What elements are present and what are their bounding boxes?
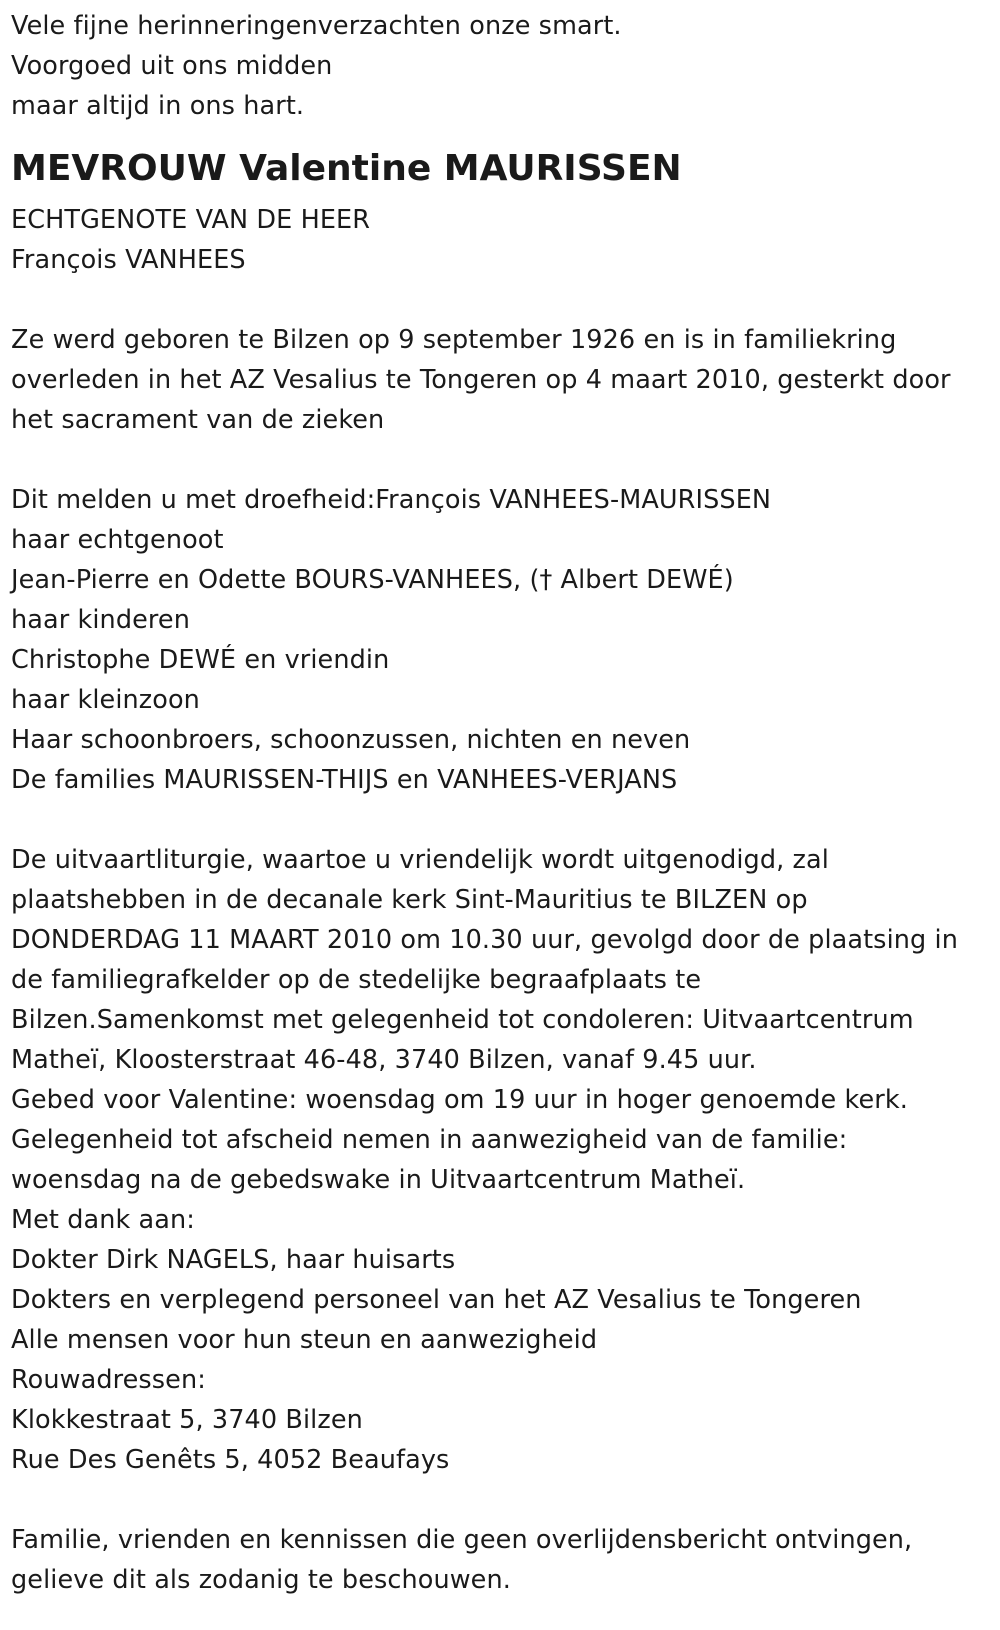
- family-announcement: [11, 480, 991, 800]
- intro-verse: [11, 6, 991, 126]
- spacer: [11, 440, 991, 480]
- spacer: [11, 280, 991, 320]
- paragraph-line: Ze werd geboren te Bilzen op 9 september 1926 en is in familiekring: [11, 325, 897, 355]
- ceremony-line: Bilzen.Samenkomst met gelegenheid tot condoleren: Uitvaartcentrum: [11, 1005, 914, 1035]
- family-line: Jean-Pierre en Odette BOURS-VANHEES, († Albert DEWÉ): [11, 565, 734, 595]
- birth-death-paragraph: [11, 320, 991, 440]
- ceremony-line: Dokter Dirk NAGELS, haar huisarts: [11, 1245, 456, 1275]
- closing-line: Familie, vrienden en kennissen die geen overlijdensbericht ontvingen,: [11, 1525, 913, 1555]
- ceremony-line: DONDERDAG 11 MAART 2010 om 10.30 uur, gevolgd door de plaatsing in: [11, 925, 958, 955]
- closing-line: gelieve dit als zodanig te beschouwen.: [11, 1565, 511, 1595]
- ceremony-line: woensdag na de gebedswake in Uitvaartcentrum Matheï.: [11, 1165, 746, 1195]
- ceremony-line: plaatshebben in de decanale kerk Sint-Mauritius te BILZEN op: [11, 885, 808, 915]
- ceremony-line: Rouwadressen:: [11, 1365, 206, 1395]
- family-line: haar echtgenoot: [11, 525, 224, 555]
- spacer: [11, 800, 991, 840]
- family-line: De families MAURISSEN-THIJS en VANHEES-VERJANS: [11, 765, 678, 795]
- ceremony-line: de familiegrafkelder op de stedelijke begraafplaats te: [11, 965, 702, 995]
- deceased-name-title: MEVROUW Valentine MAURISSEN: [11, 148, 682, 189]
- intro-line: Voorgoed uit ons midden: [11, 51, 333, 81]
- spouse-line: François VANHEES: [11, 245, 246, 275]
- spacer: [11, 1480, 991, 1520]
- family-line: Christophe DEWÉ en vriendin: [11, 645, 390, 675]
- spouse-block: [11, 200, 991, 280]
- ceremony-line: De uitvaartliturgie, waartoe u vriendelijk wordt uitgenodigd, zal: [11, 845, 829, 875]
- ceremony-line: Rue Des Genêts 5, 4052 Beaufays: [11, 1445, 450, 1475]
- intro-line: Vele fijne herinneringenverzachten onze smart.: [11, 11, 622, 41]
- family-line: Haar schoonbroers, schoonzussen, nichten en neven: [11, 725, 691, 755]
- ceremony-line: Gelegenheid tot afscheid nemen in aanwezigheid van de familie:: [11, 1125, 848, 1155]
- family-line: Dit melden u met droefheid:François VANHEES-MAURISSEN: [11, 485, 772, 515]
- ceremony-details: [11, 840, 991, 1480]
- paragraph-line: het sacrament van de zieken: [11, 405, 385, 435]
- ceremony-line: Alle mensen voor hun steun en aanwezigheid: [11, 1325, 598, 1355]
- ceremony-line: Matheï, Kloosterstraat 46-48, 3740 Bilzen, vanaf 9.45 uur.: [11, 1045, 757, 1075]
- family-line: haar kleinzoon: [11, 685, 200, 715]
- ceremony-line: Gebed voor Valentine: woensdag om 19 uur in hoger genoemde kerk.: [11, 1085, 908, 1115]
- paragraph-line: overleden in het AZ Vesalius te Tongeren op 4 maart 2010, gesterkt door: [11, 365, 951, 395]
- ceremony-line: Klokkestraat 5, 3740 Bilzen: [11, 1405, 363, 1435]
- intro-line: maar altijd in ons hart.: [11, 91, 305, 121]
- ceremony-line: Met dank aan:: [11, 1205, 195, 1235]
- closing-note: [11, 1520, 991, 1600]
- family-line: haar kinderen: [11, 605, 190, 635]
- ceremony-line: Dokters en verplegend personeel van het AZ Vesalius te Tongeren: [11, 1285, 862, 1315]
- spouse-line: ECHTGENOTE VAN DE HEER: [11, 205, 371, 235]
